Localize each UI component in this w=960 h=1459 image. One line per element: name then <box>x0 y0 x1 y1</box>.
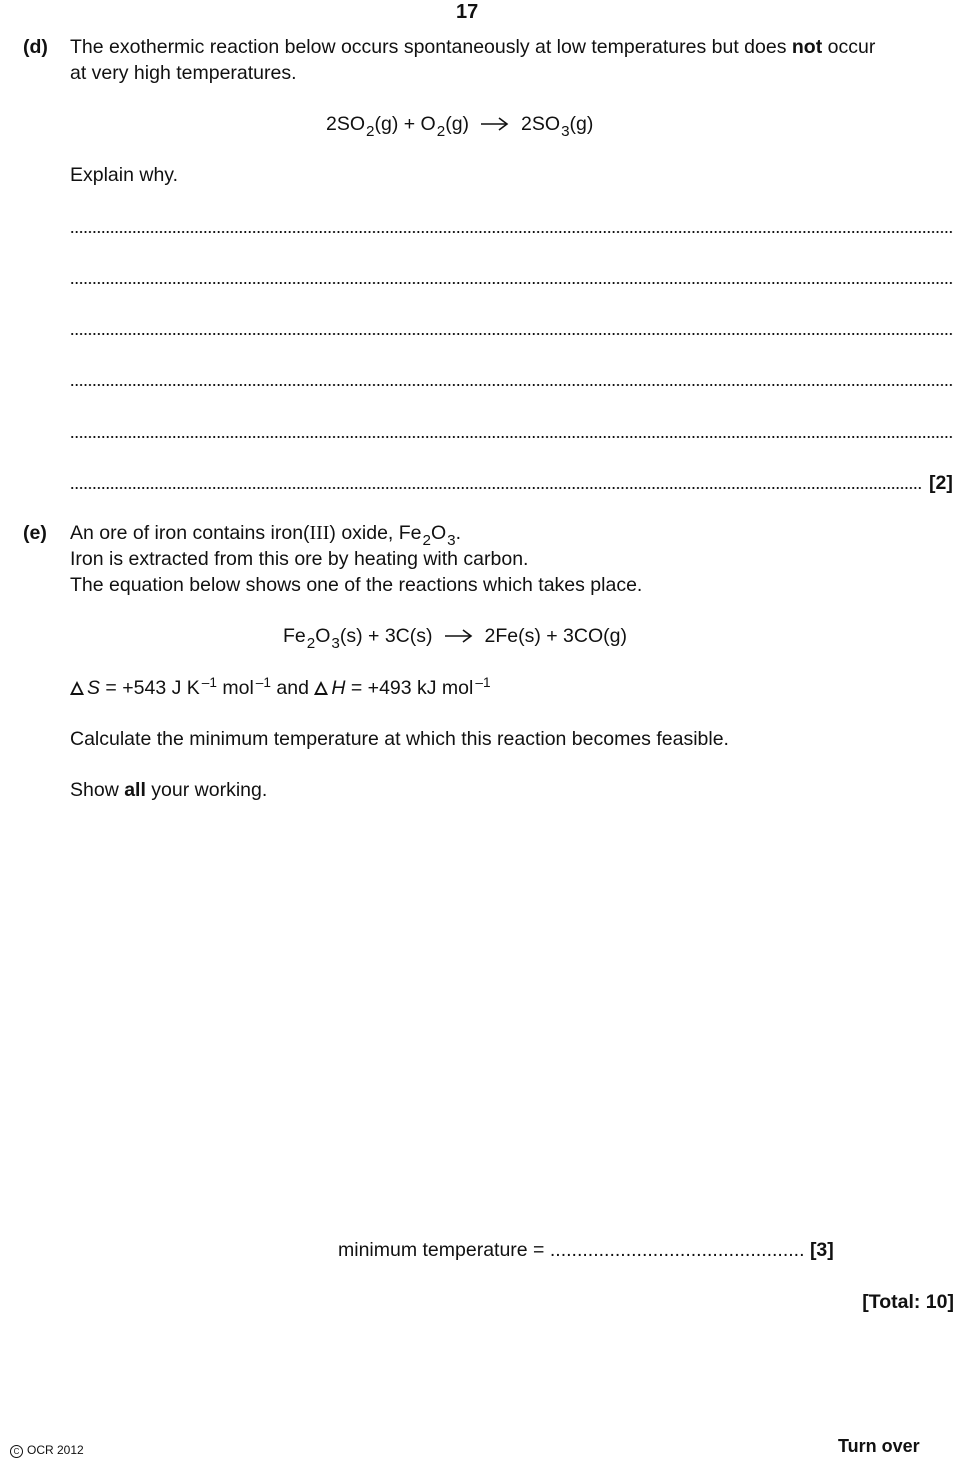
eq-e-fe-sub: 2 <box>306 634 316 652</box>
eq-d-p1-sub: 3 <box>561 122 570 140</box>
part-e-text-line2: Iron is extracted from this ore by heating with carbon. <box>70 548 529 570</box>
eq-e-fe: Fe <box>283 625 306 647</box>
copyright-text: OCR 2012 <box>27 1443 84 1457</box>
part-e-label: (e) <box>23 522 47 544</box>
eq-e-o-sub: 3 <box>331 634 340 652</box>
delta-icon <box>314 681 328 695</box>
answer-line[interactable] <box>70 382 954 388</box>
part-e-text-line3: The equation below shows one of the reactions which takes place. <box>70 574 643 596</box>
page-number: 17 <box>456 1 479 23</box>
answer-label: minimum temperature = <box>338 1239 550 1261</box>
eq-e-right: 2Fe(s) + 3CO(g) <box>484 625 627 647</box>
part-d-text-line1 <box>70 38 875 58</box>
part-d-label: (d) <box>23 36 48 58</box>
part-d-equation <box>326 113 594 140</box>
reaction-arrow-icon <box>481 117 509 131</box>
show-post: your working. <box>145 779 268 801</box>
entropy-symbol: S <box>87 677 101 699</box>
entropy-mol: mol <box>216 677 254 699</box>
part-d-line1-bold: not <box>791 36 823 58</box>
part-e-line1-pre: An ore of iron contains iron( <box>70 522 310 544</box>
entropy-sup1: –1 <box>201 674 217 690</box>
turn-over: Turn over <box>838 1436 920 1456</box>
part-e-mark: [3] <box>809 1239 834 1261</box>
part-d-mark: [2] <box>929 472 953 494</box>
show-bold: all <box>124 779 146 801</box>
part-d-line1-pre: The exothermic reaction below occurs spontaneously at low temperatures but does <box>70 36 792 58</box>
reaction-arrow-icon <box>445 629 473 643</box>
eq-d-r2-sub: 2 <box>436 122 446 140</box>
eq-e-left-rest: (s) + 3C(s) <box>339 625 433 647</box>
answer-line[interactable] <box>70 434 954 440</box>
delta-icon <box>70 681 84 695</box>
eq-d-p1: 2SO <box>521 113 561 135</box>
show-pre: Show <box>70 779 125 801</box>
eq-d-p1-state: (g) <box>569 113 594 135</box>
eq-d-r1-sub: 2 <box>366 122 375 140</box>
part-d-text-line2: at very high temperatures. <box>70 62 297 84</box>
part-d-line1-post: occur <box>822 36 876 58</box>
entropy-value: = +543 J K <box>100 677 200 699</box>
answer-line[interactable] <box>70 331 954 337</box>
question-total: [Total: 10] <box>862 1291 954 1313</box>
part-e-line1-o: O <box>431 522 447 544</box>
part-e-line1-sub2: 3 <box>447 531 456 549</box>
answer-line[interactable] <box>70 229 954 235</box>
answer-row <box>338 1241 834 1261</box>
part-e-line1-sub1: 2 <box>422 531 431 549</box>
eq-e-o: O <box>315 625 331 647</box>
eq-d-r1-state: (g) + O <box>374 113 436 135</box>
part-e-text-line1 <box>70 522 462 549</box>
enthalpy-sup: –1 <box>475 674 491 690</box>
part-e-data-line <box>70 674 491 699</box>
part-e-line1-mid: ) oxide, Fe <box>329 522 422 544</box>
enthalpy-value: = +493 kJ mol <box>345 677 474 699</box>
answer-line[interactable] <box>70 485 922 491</box>
footer-copyright <box>10 1444 84 1458</box>
entropy-sup2: –1 <box>255 674 271 690</box>
part-e-equation <box>283 625 627 652</box>
part-e-line1-roman: III <box>309 522 330 544</box>
answer-line[interactable] <box>70 280 954 286</box>
answer-field[interactable]: ............................................... <box>549 1239 805 1261</box>
eq-d-r1: 2SO <box>326 113 366 135</box>
copyright-icon: C <box>10 1445 23 1458</box>
eq-d-r2-state: (g) <box>445 113 470 135</box>
part-e-calc-prompt: Calculate the minimum temperature at which this reaction becomes feasible. <box>70 728 729 750</box>
working-area[interactable] <box>70 815 954 1225</box>
part-e-line1-end: . <box>455 522 462 544</box>
enthalpy-symbol: H <box>331 677 346 699</box>
part-e-show-working <box>70 781 267 801</box>
part-d-prompt: Explain why. <box>70 164 179 186</box>
and-word: and <box>270 677 315 699</box>
